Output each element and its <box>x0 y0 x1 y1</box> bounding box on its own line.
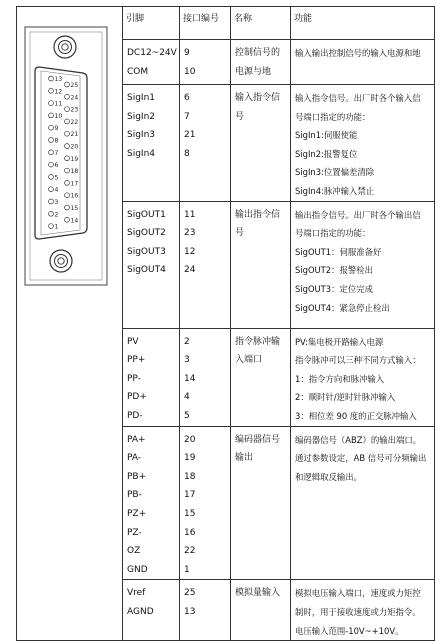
cell-line: SigOUT3 <box>127 246 166 257</box>
pin-hole <box>65 107 70 112</box>
cell-line: PB- <box>127 490 142 501</box>
pin-hole <box>65 131 70 136</box>
pin-hole <box>49 113 54 118</box>
cell-line: 输出 <box>235 453 254 464</box>
cell-line: 25 <box>184 588 196 599</box>
pin-number: 8 <box>54 137 59 145</box>
cell-line: 号 <box>235 111 245 122</box>
pin-number: 20 <box>70 143 79 151</box>
screw-top-hole <box>62 44 68 50</box>
pin-hole <box>49 175 54 180</box>
cell-line: 17 <box>184 490 196 501</box>
cell-line: 和逻辑取反输出。 <box>295 471 362 482</box>
pin-hole <box>49 138 54 143</box>
pin-number: 5 <box>54 174 59 182</box>
cell-line: 13 <box>184 606 196 617</box>
name-cell <box>231 40 291 85</box>
pin-hole <box>65 205 70 210</box>
pin-number: 21 <box>70 131 79 139</box>
pin-number: 1 <box>54 223 59 231</box>
pin-number: 16 <box>70 192 79 200</box>
pin-number: 2 <box>54 211 59 219</box>
header-row <box>17 7 435 40</box>
pin-hole <box>65 193 70 198</box>
pin-hole <box>65 94 70 99</box>
pins-cell <box>123 580 180 641</box>
connector-cell <box>17 7 123 641</box>
pins-cell <box>123 85 180 202</box>
pin-number: 25 <box>70 82 79 89</box>
name-cell <box>231 580 291 641</box>
pin-number: 7 <box>54 149 59 157</box>
cell-line: 23 <box>184 228 196 239</box>
pins-cell <box>123 426 180 580</box>
cell-line: SigOUT1 <box>127 209 166 220</box>
numbers-cell <box>180 580 231 641</box>
cell-line: 14 <box>184 373 196 384</box>
cell-line: PA- <box>127 453 142 464</box>
pin-number: 22 <box>70 118 79 126</box>
cell-line: Vref <box>127 588 146 599</box>
cell-line: 2：顺时针/逆时针脉冲输入 <box>295 392 396 403</box>
cell-line: 3：相位差 90 度的正交脉冲输入 <box>295 410 417 421</box>
pins-cell <box>123 40 180 85</box>
cell-line: 1：指令方向和脉冲输入 <box>295 373 385 384</box>
cell-line: 输入指令信号。出厂时各个输入信 <box>295 93 421 103</box>
cell-line: 16 <box>184 527 196 538</box>
cell-line: 10 <box>184 66 196 77</box>
pin-hole <box>65 168 70 173</box>
cell-line: 11 <box>184 209 196 220</box>
pin-table <box>16 6 435 641</box>
cell-line: SigIn2 <box>127 111 156 122</box>
cell-line: 电源与地 <box>235 66 272 77</box>
function-cell <box>291 201 435 328</box>
cell-line: 编码器信号（ABZ）的输出端口。 <box>295 434 422 445</box>
cell-line: 输入输出控制信号的输入电源和地 <box>295 48 421 58</box>
cell-line: PD- <box>127 410 143 421</box>
cell-line: PA+ <box>127 434 146 445</box>
pin-number: 19 <box>70 155 79 163</box>
cell-line: PP+ <box>127 355 146 366</box>
screw-bottom-hole <box>58 258 64 264</box>
pin-hole <box>49 125 54 130</box>
pin-hole <box>49 76 54 81</box>
pins-cell <box>123 201 180 328</box>
cell-line: SigIn4 <box>127 148 156 159</box>
cell-line: PP- <box>127 373 141 384</box>
cell-line: SigOUT2：报警检出 <box>295 265 373 276</box>
numbers-cell <box>180 201 231 328</box>
cell-line: 15 <box>184 508 196 519</box>
cell-line: PV:集电极开路输入电源 <box>295 336 384 347</box>
cell-line: PV <box>127 336 139 347</box>
header-function: 功能 <box>291 7 435 40</box>
cell-line: AGND <box>127 606 154 617</box>
pin-number: 10 <box>54 112 63 120</box>
cell-line: 18 <box>184 471 196 482</box>
cell-line: GND <box>127 564 148 575</box>
pin-number: 15 <box>70 205 79 212</box>
function-cell <box>291 328 435 426</box>
cell-line: 模拟量输入 <box>235 588 281 599</box>
name-cell <box>231 426 291 580</box>
cell-line: 21 <box>184 130 196 141</box>
cell-line: PD+ <box>127 392 147 403</box>
header-pin: 引脚 <box>123 7 180 40</box>
cell-line: 指令脉冲输 <box>235 336 281 347</box>
pin-hole <box>65 156 70 161</box>
cell-line: 1 <box>184 564 190 575</box>
cell-line: SigIn1 <box>127 93 156 103</box>
name-cell <box>231 85 291 202</box>
numbers-cell <box>180 328 231 426</box>
cell-line: 4 <box>184 392 190 403</box>
pin-number: 17 <box>70 180 79 188</box>
cell-line: 9 <box>184 48 190 58</box>
pin-number: 23 <box>70 106 79 114</box>
cell-line: SigIn1:伺服使能 <box>295 130 358 141</box>
pin-hole <box>49 162 54 167</box>
cell-line: SigOUT2 <box>127 228 166 239</box>
cell-line: 12 <box>184 246 196 257</box>
function-cell <box>291 85 435 202</box>
cell-line: DC12~24V <box>127 48 177 58</box>
cell-line: SigOUT4 <box>127 265 166 276</box>
name-cell <box>231 201 291 328</box>
pin-number: 13 <box>54 76 63 83</box>
cell-line: 通过参数设定，AB 信号可分频输出 <box>295 453 427 464</box>
pin-hole <box>49 199 54 204</box>
cell-line: COM <box>127 66 149 77</box>
cell-line: 模拟电压输入端口，速度或力矩控 <box>295 588 421 599</box>
cell-line: SigOUT3：定位完成 <box>295 283 373 294</box>
cell-line: 6 <box>184 93 190 103</box>
cell-line: 2 <box>184 336 190 347</box>
cell-line: 编码器信号 <box>235 434 281 445</box>
cell-line: PZ+ <box>127 508 147 519</box>
cell-line: 输入指令信 <box>235 93 281 103</box>
cell-line: 控制信号的 <box>235 48 281 58</box>
cell-line: SigOUT4：紧急停止检出 <box>295 302 390 313</box>
cell-line: 7 <box>184 111 190 122</box>
cell-line: 入端口 <box>235 355 263 366</box>
name-cell <box>231 328 291 426</box>
pin-hole <box>49 101 54 106</box>
pin-number: 18 <box>70 168 79 176</box>
pin-hole <box>65 119 70 124</box>
pin-hole <box>49 211 54 216</box>
cell-line: 号 <box>235 228 245 239</box>
pin-hole <box>49 88 54 93</box>
pin-hole <box>65 181 70 186</box>
cell-line: SigOUT1：伺服准备好 <box>295 246 382 257</box>
numbers-cell <box>180 40 231 85</box>
header-number: 接口编号 <box>180 7 231 40</box>
pin-number: 9 <box>54 125 59 133</box>
cell-line: 24 <box>184 265 196 276</box>
cell-line: 输出指令信号。出厂时各个输出信 <box>295 209 421 220</box>
cell-line: PB+ <box>127 471 147 482</box>
cell-line: PZ- <box>127 527 142 538</box>
pin-number: 14 <box>70 217 79 225</box>
header-name: 名称 <box>231 7 291 40</box>
pin-hole <box>49 224 54 229</box>
cell-line: 输出指令信 <box>235 209 281 220</box>
cell-line: 指令脉冲可以三种不同方式输入： <box>295 355 421 366</box>
pin-hole <box>49 187 54 192</box>
function-cell <box>291 580 435 641</box>
cell-line: 电压输入范围-10V~+10V。 <box>295 625 404 636</box>
numbers-cell <box>180 85 231 202</box>
cell-line: 号端口指定的功能： <box>295 228 371 239</box>
pin-number: 4 <box>54 186 59 194</box>
function-cell <box>291 40 435 85</box>
pin-hole <box>65 217 70 222</box>
pin-number: 24 <box>70 94 79 102</box>
numbers-cell <box>180 426 231 580</box>
cell-line: 22 <box>184 546 196 557</box>
cell-line: 号端口指定的功能： <box>295 111 371 122</box>
cell-line: 20 <box>184 434 196 445</box>
pins-cell <box>123 328 180 426</box>
pin-hole <box>65 144 70 149</box>
pin-number: 12 <box>54 88 63 96</box>
cell-line: SigIn3:位置偏差清除 <box>295 167 375 178</box>
db25-connector-icon <box>17 7 123 297</box>
cell-line: SigIn4:脉冲输入禁止 <box>295 185 375 196</box>
pin-hole <box>65 82 70 87</box>
cell-line: 8 <box>184 148 190 159</box>
cell-line: 5 <box>184 410 190 421</box>
pin-number: 6 <box>54 162 59 170</box>
pin-number: 11 <box>54 100 63 108</box>
pin-number: 3 <box>54 199 59 206</box>
cell-line: SigIn3 <box>127 130 156 141</box>
cell-line: SigIn2:报警复位 <box>295 148 358 159</box>
cell-line: 制时，用于接收速度或力矩指令。 <box>295 606 421 617</box>
function-cell <box>291 426 435 580</box>
pin-hole <box>49 150 54 155</box>
cell-line: OZ <box>127 546 141 557</box>
cell-line: 19 <box>184 453 196 464</box>
cell-line: 3 <box>184 355 190 366</box>
